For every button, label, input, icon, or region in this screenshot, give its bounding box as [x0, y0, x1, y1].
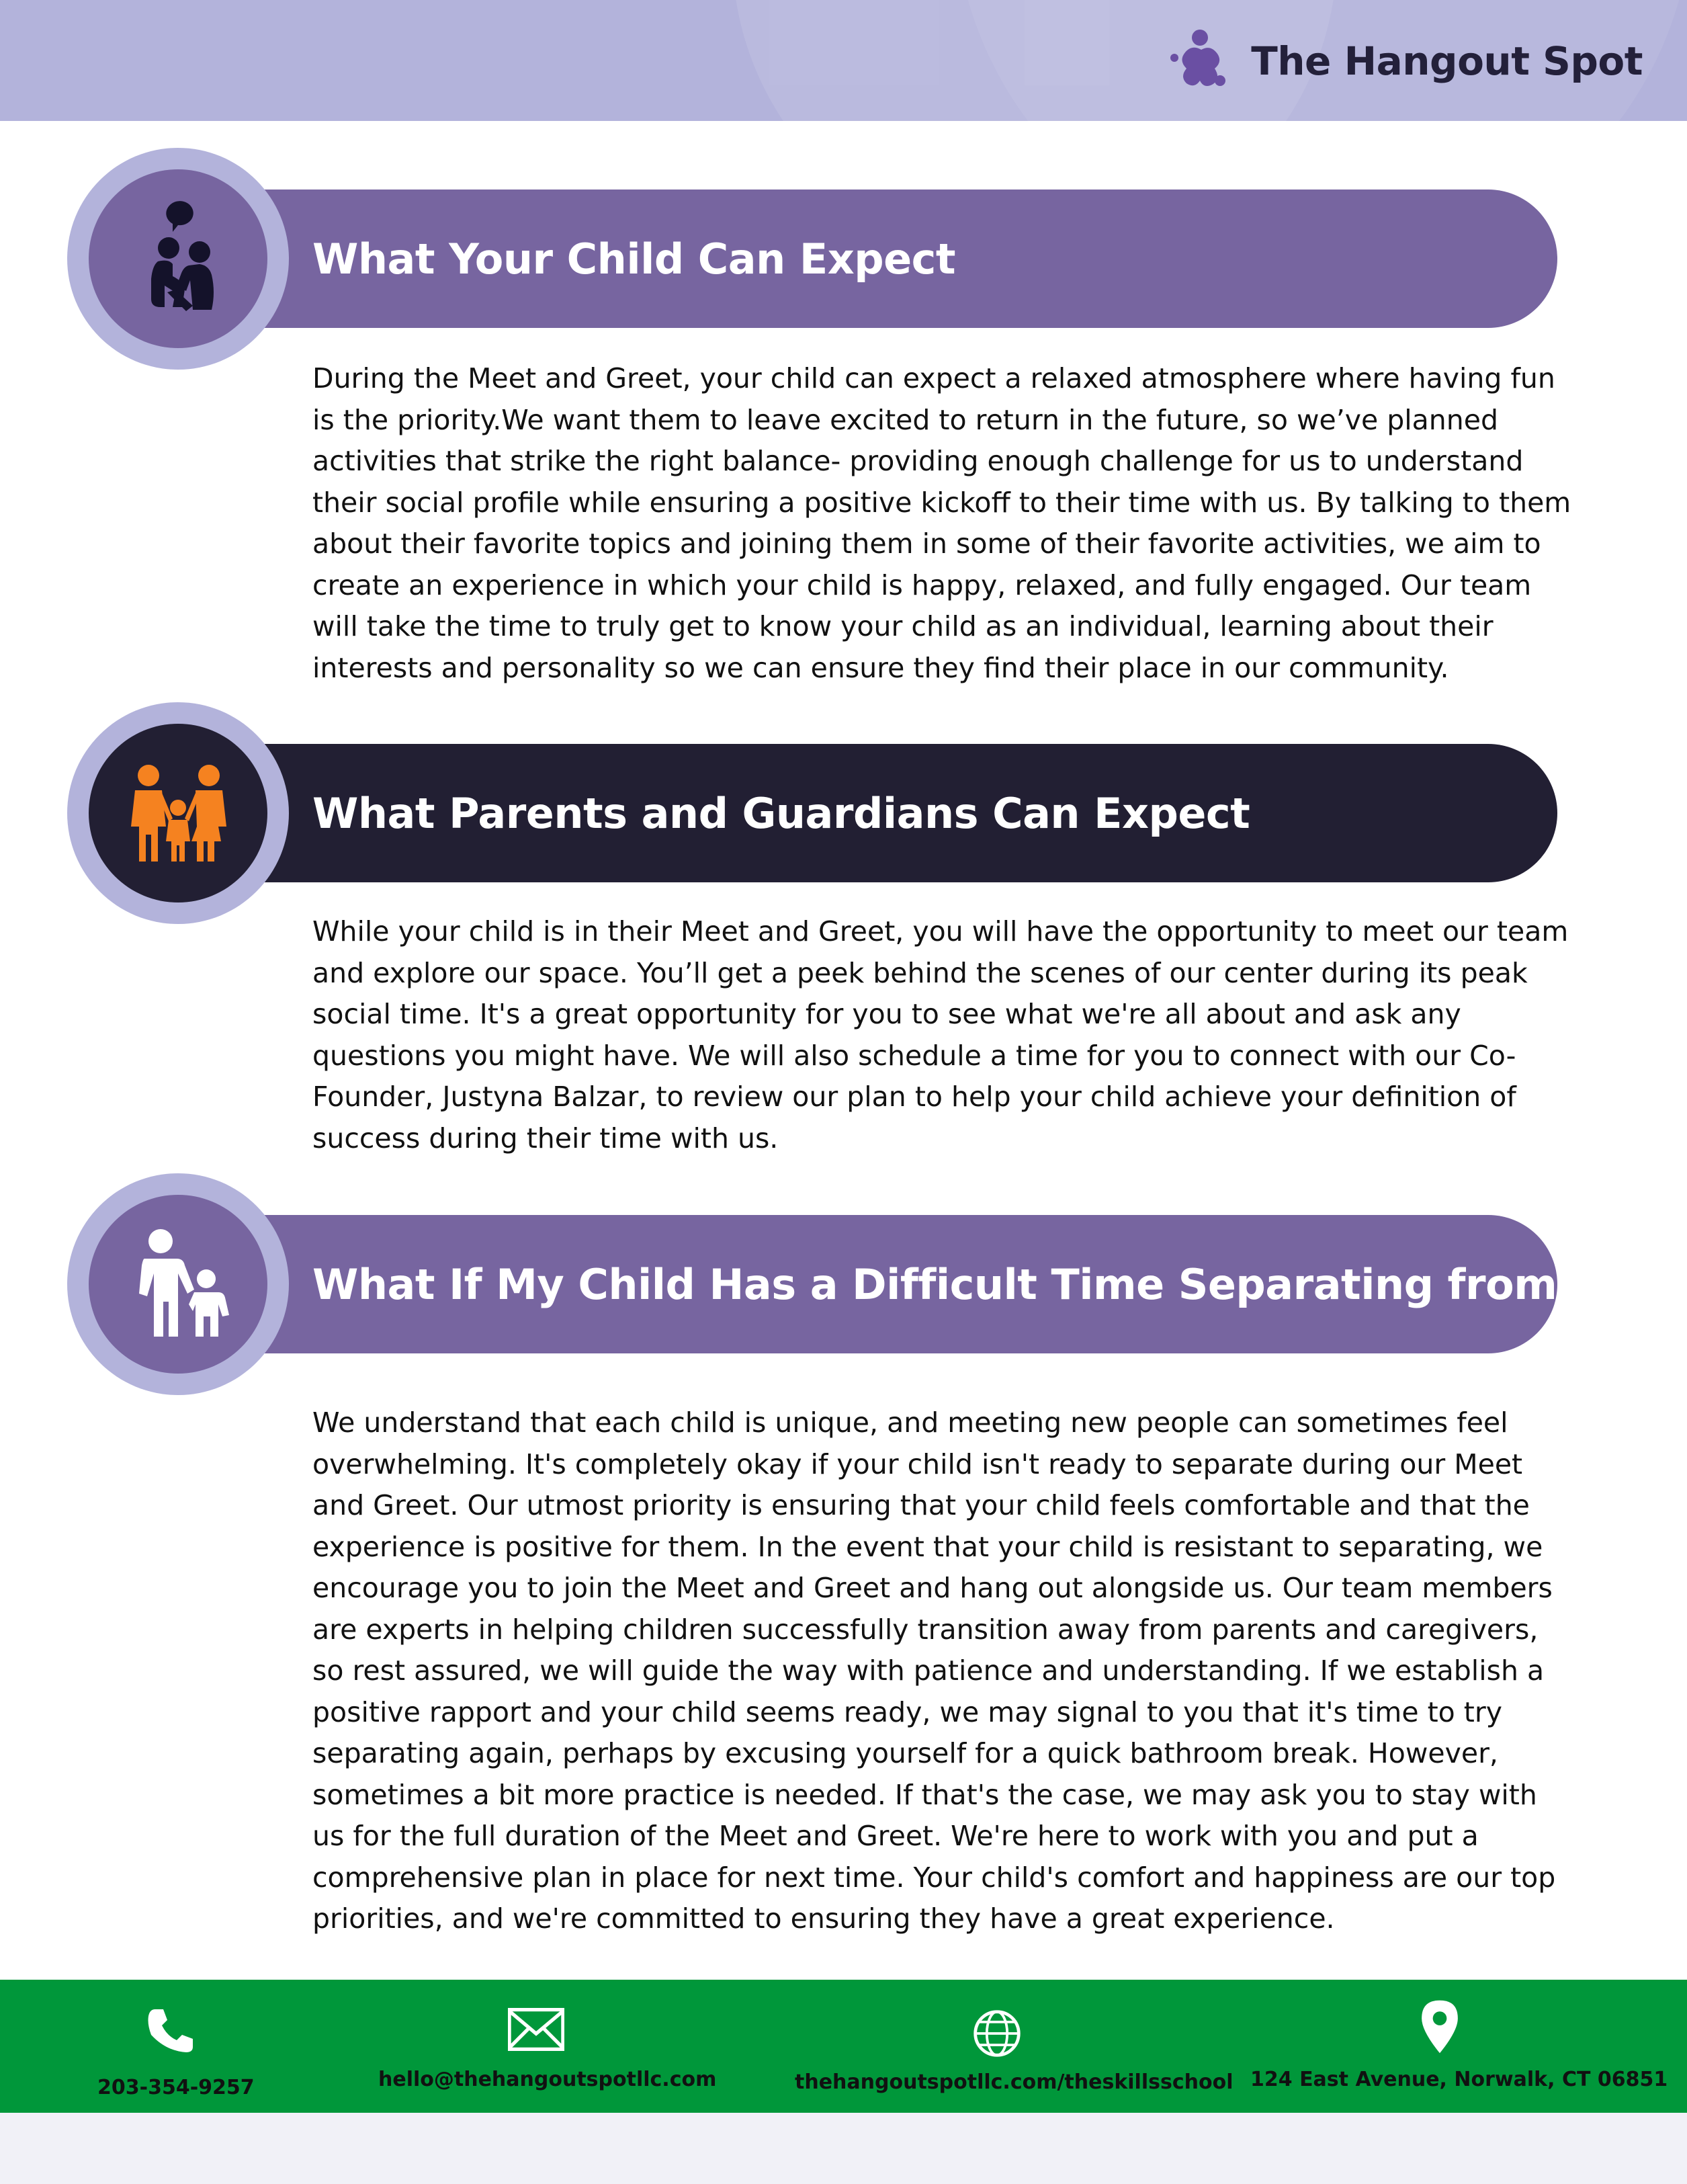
section-banner: [228, 190, 1557, 328]
contact-footer: [0, 1980, 1687, 2113]
website-url: thehangoutspotllc.com/theskillsschool: [795, 2070, 1234, 2094]
section-title: What If My Child Has a Difficult Time Separating from Me: [312, 1259, 1641, 1309]
phone-number: 203-354-9257: [97, 2076, 255, 2099]
header-band: [0, 0, 1687, 121]
brand-logo[interactable]: [1165, 24, 1643, 98]
child-with-adult-icon: [111, 192, 245, 326]
section-banner: [228, 744, 1557, 882]
section-icon-ring: [67, 702, 289, 924]
section-icon-badge: [89, 1195, 267, 1374]
section-icon-ring: [67, 1173, 289, 1395]
section-banner: [228, 1215, 1641, 1353]
section-body: While your child is in their Meet and Greet, you will have the opportunity to meet our team and explore our space. You’ll get a peek behind the scenes of our center during its peak social time. It's a great opportunity for you to see what we're all about and ask any questions you might have. We will also schedule a time for you to connect with our Co-Founder, Justyna Balzar, to review our plan to help your child achieve your definition of success during their time with us.: [312, 915, 1569, 1154]
location-pin-icon: [1419, 1999, 1461, 2055]
section-title: What Parents and Guardians Can Expect: [312, 788, 1250, 838]
page-bottom-margin: [0, 2113, 1687, 2184]
section-title: What Your Child Can Expect: [312, 234, 956, 284]
email-address: hello@thehangoutspotllc.com: [378, 2068, 717, 2091]
puzzle-figure-icon: [1165, 24, 1239, 98]
brand-name: The Hangout Spot: [1251, 38, 1643, 84]
section-body: We understand that each child is unique, and meeting new people can sometimes feel overwhelming. It's completely okay if your child isn't ready to separate during our Meet and Greet. Our utmost priority is ensuring that your child feels comfortable and that the experience is positive for them. In the event that your child is resistant to separating, we encourage you to join the Meet and Greet and hang out alongside us. Our team members are experts in helping children successfully transition away from parents and caregivers, so rest assured, we will guide the way with patience and understanding. If we establish a positive rapport and your child seems ready, we may signal to you that it's time to try separating again, perhaps by excusing yourself for a quick bathroom break. However, sometimes a bit more practice is needed. If that's the case, we may ask you to stay with us for the full duration of the Meet and Greet. We're here to work with you and put a comprehensive plan in place for next time. Your child's comfort and happiness are our top priorities, and we're committed to ensuring they have a great experience.: [312, 1406, 1556, 1935]
street-address: 124 East Avenue, Norwalk, CT 06851: [1250, 2068, 1668, 2091]
footer-address[interactable]: [0, 1980, 1687, 2113]
section-icon-badge: [89, 169, 267, 348]
section-icon-badge: [89, 724, 267, 902]
section-icon-ring: [67, 148, 289, 370]
section-body: During the Meet and Greet, your child can expect a relaxed atmosphere where having fun is the priority.We want them to leave excited to return in the future, so we’ve planned activities that strike the right balance- providing enough challenge for us to understand their social profile while ensuring a positive kickoff to their time with us. By talking to them about their favorite topics and joining them in some of their favorite activities, we aim to create an experience in which your child is happy, relaxed, and fully engaged. Our team will take the time to truly get to know your child as an individual, learning about their interests and personality so we can ensure they find their place in our community.: [312, 362, 1571, 684]
family-icon: [111, 746, 245, 880]
parent-and-child-icon: [111, 1217, 245, 1351]
